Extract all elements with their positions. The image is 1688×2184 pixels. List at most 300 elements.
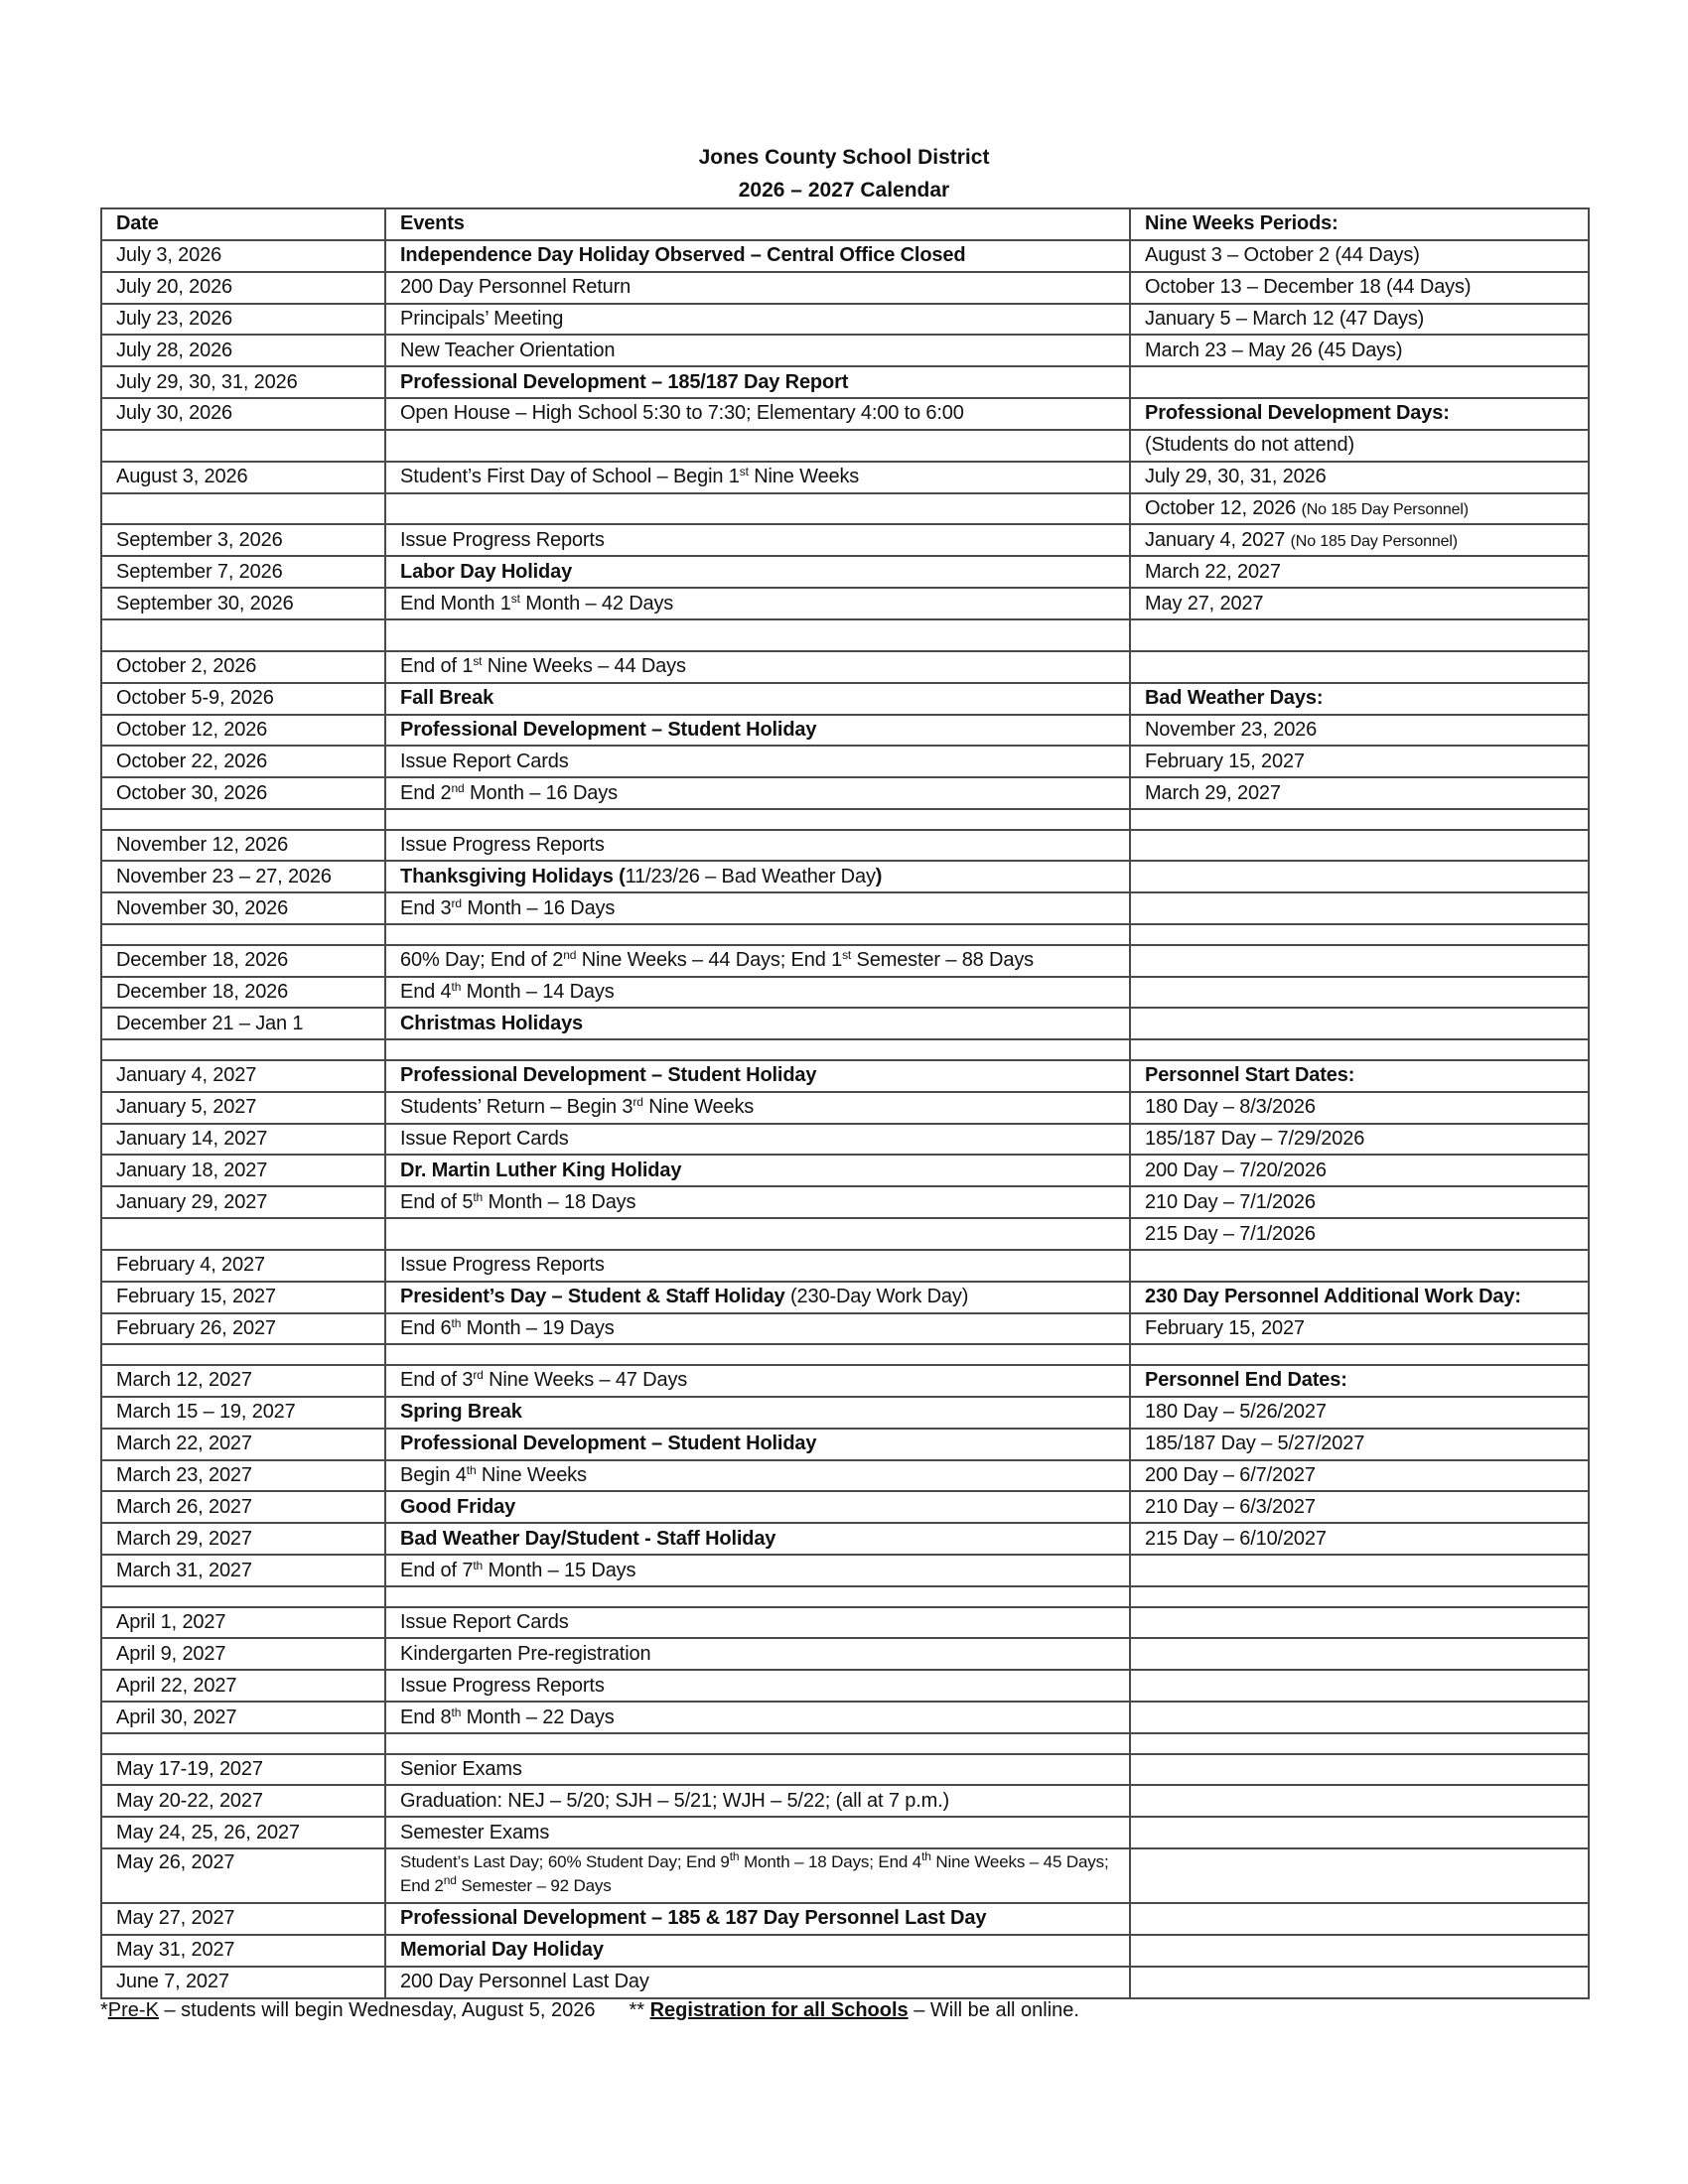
row-side-info: [1130, 1429, 1589, 1460]
table-row: [101, 683, 1589, 715]
row-event-text: Begin 4: [400, 1464, 467, 1487]
row-side-info-text: February 15, 2027: [1145, 1317, 1305, 1340]
table-row: [101, 1039, 1589, 1060]
row-side-info-text: 215 Day – 7/1/2026: [1145, 1222, 1316, 1245]
row-side-info: [1130, 462, 1589, 493]
table-row: [101, 1218, 1589, 1250]
document-title: [0, 141, 1688, 206]
row-event-text: 200 Day Personnel Last Day: [400, 1971, 649, 1993]
row-event: [385, 1124, 1130, 1156]
row-side-info-text: Professional Development Days:: [1145, 402, 1450, 425]
row-side-info: [1130, 430, 1589, 462]
row-event: [385, 1218, 1130, 1250]
row-event-text: Semester Exams: [400, 1821, 550, 1843]
row-event: [385, 1460, 1130, 1492]
table-row: [101, 1397, 1589, 1429]
row-event: [385, 683, 1130, 715]
row-side-info: [1130, 1967, 1589, 1998]
row-date: January 18, 2027: [101, 1155, 385, 1186]
row-event: [385, 861, 1130, 892]
row-event-text: th: [921, 1849, 931, 1864]
row-side-info: [1130, 1282, 1589, 1313]
row-side-info: [1130, 398, 1589, 430]
row-date: May 17-19, 2027: [101, 1754, 385, 1786]
row-event: [385, 304, 1130, 336]
table-row: [101, 1429, 1589, 1460]
row-event: [385, 588, 1130, 619]
row-event-text: Professional Development – Student Holiday: [400, 718, 817, 741]
row-event: [385, 924, 1130, 945]
row-event-text: Issue Progress Reports: [400, 834, 605, 857]
table-row: [101, 1586, 1589, 1607]
row-event-text: Christmas Holidays: [400, 1012, 584, 1034]
footnote-prek-label: Pre-K: [107, 1999, 159, 2021]
row-event-text: End 3: [400, 896, 452, 919]
row-date: July 28, 2026: [101, 335, 385, 366]
row-event-text: End of 7: [400, 1559, 474, 1581]
row-event-text: st: [473, 654, 483, 669]
row-event-text: Issue Progress Reports: [400, 1254, 605, 1277]
row-event: [385, 1155, 1130, 1186]
row-event: [385, 1638, 1130, 1670]
row-event: [385, 1429, 1130, 1460]
table-row: [101, 1250, 1589, 1282]
row-side-info: [1130, 493, 1589, 525]
row-side-info: [1130, 1313, 1589, 1345]
row-event-text: Semester – 88 Days: [851, 949, 1035, 972]
row-event-text: Month – 18 Days; End 4: [739, 1852, 922, 1872]
row-event: [385, 1555, 1130, 1586]
row-side-info: [1130, 1523, 1589, 1555]
table-row: [101, 366, 1589, 398]
row-event-text: th: [451, 1316, 462, 1331]
table-row: [101, 588, 1589, 619]
row-side-info: [1130, 1060, 1589, 1092]
row-event-text: End 8: [400, 1706, 452, 1728]
row-side-info: [1130, 1586, 1589, 1607]
row-event-text: nd: [443, 1873, 457, 1888]
row-event: [385, 1935, 1130, 1967]
row-side-info: [1130, 1218, 1589, 1250]
row-event-text: New Teacher Orientation: [400, 339, 616, 361]
row-date: September 30, 2026: [101, 588, 385, 619]
row-date: July 29, 30, 31, 2026: [101, 366, 385, 398]
row-side-info: [1130, 1638, 1589, 1670]
row-side-info-text: August 3 – October 2 (44 Days): [1145, 244, 1420, 267]
row-event-text: th: [451, 980, 462, 995]
row-side-info-text: 210 Day – 7/1/2026: [1145, 1190, 1316, 1213]
table-row: [101, 1848, 1589, 1903]
row-side-info-text: March 23 – May 26 (45 Days): [1145, 339, 1403, 361]
row-date: May 20-22, 2027: [101, 1785, 385, 1817]
row-side-info: [1130, 892, 1589, 924]
row-side-info: [1130, 861, 1589, 892]
row-event-text: st: [739, 465, 749, 479]
row-event-text: Independence Day Holiday Observed – Central Office Closed: [400, 244, 966, 267]
row-date: November 23 – 27, 2026: [101, 861, 385, 892]
row-side-info: [1130, 683, 1589, 715]
row-event-text: Semester – 92 Days: [456, 1876, 612, 1896]
row-side-info: [1130, 588, 1589, 619]
row-side-info-text: July 29, 30, 31, 2026: [1145, 466, 1327, 488]
row-event: [385, 1397, 1130, 1429]
row-event-text: 60% Day; End of 2: [400, 949, 564, 972]
table-row: [101, 977, 1589, 1009]
row-side-info: [1130, 1186, 1589, 1218]
row-date: February 15, 2027: [101, 1282, 385, 1313]
row-event-text: Issue Progress Reports: [400, 528, 605, 551]
row-event-text: Professional Development – Student Holiday: [400, 1433, 817, 1455]
row-date: July 23, 2026: [101, 304, 385, 336]
row-event-text: Month – 42 Days: [519, 592, 674, 614]
table-row: [101, 493, 1589, 525]
table-row: [101, 651, 1589, 683]
row-event-text: Nine Weeks: [642, 1096, 755, 1119]
row-event: [385, 619, 1130, 651]
calendar-table: [100, 207, 1590, 1999]
header-events: Events: [385, 208, 1130, 240]
row-side-info: [1130, 1848, 1589, 1903]
row-side-info-text: November 23, 2026: [1145, 718, 1318, 741]
table-row: [101, 830, 1589, 862]
row-side-info: [1130, 1702, 1589, 1733]
row-event: [385, 430, 1130, 462]
table-row: [101, 746, 1589, 777]
table-row: [101, 1903, 1589, 1935]
row-side-info-text: January 5 – March 12 (47 Days): [1145, 307, 1425, 330]
row-event-text: st: [842, 948, 852, 963]
row-event: [385, 366, 1130, 398]
row-date: December 18, 2026: [101, 977, 385, 1009]
row-side-info: [1130, 809, 1589, 830]
row-event-text: rd: [473, 1368, 484, 1383]
row-event-text: Dr. Martin Luther King Holiday: [400, 1159, 682, 1181]
table-row: [101, 924, 1589, 945]
row-event: [385, 1903, 1130, 1935]
table-row: [101, 304, 1589, 336]
row-event-text: End 6: [400, 1317, 452, 1340]
footnote-registration-text: – Will be all online.: [908, 1999, 1079, 2021]
row-event: [385, 1670, 1130, 1702]
row-side-info: [1130, 830, 1589, 862]
table-row: [101, 1754, 1589, 1786]
row-side-info-text: March 22, 2027: [1145, 560, 1281, 583]
row-side-info: [1130, 1460, 1589, 1492]
row-event-text: Nine Weeks – 44 Days; End 1: [576, 949, 843, 972]
row-event-text: 11/23/26 – Bad Weather Day: [625, 865, 876, 887]
row-event-text: th: [473, 1189, 484, 1204]
row-event-text: (230-Day Work Day): [784, 1286, 969, 1308]
row-event: [385, 240, 1130, 272]
row-date: July 20, 2026: [101, 272, 385, 304]
row-date: October 2, 2026: [101, 651, 385, 683]
row-event: [385, 1008, 1130, 1039]
table-row: [101, 1702, 1589, 1733]
row-event-text: Month – 16 Days: [464, 781, 618, 804]
table-row: [101, 272, 1589, 304]
row-event: [385, 1250, 1130, 1282]
row-event-text: Nine Weeks – 44 Days: [482, 655, 686, 678]
row-event: [385, 746, 1130, 777]
footnote-registration-label: Registration for all Schools: [649, 1999, 909, 2021]
table-row: [101, 892, 1589, 924]
row-side-info: [1130, 777, 1589, 809]
row-side-info-text: March 29, 2027: [1145, 781, 1281, 804]
row-event: [385, 335, 1130, 366]
row-date: [101, 1733, 385, 1754]
calendar-year-title: 2026 – 2027 Calendar: [738, 179, 950, 202]
row-event-text: Thanksgiving Holidays (: [400, 865, 626, 887]
table-row: [101, 1313, 1589, 1345]
row-event-text: Spring Break: [400, 1401, 522, 1424]
row-side-info: [1130, 272, 1589, 304]
row-event-text: nd: [563, 948, 577, 963]
row-event: [385, 493, 1130, 525]
row-date: November 30, 2026: [101, 892, 385, 924]
row-side-info-text: October 13 – December 18 (44 Days): [1145, 276, 1472, 299]
table-row: [101, 777, 1589, 809]
row-side-info: [1130, 1935, 1589, 1967]
row-date: February 4, 2027: [101, 1250, 385, 1282]
row-date: [101, 924, 385, 945]
row-event-text: nd: [451, 780, 465, 795]
row-event: [385, 1313, 1130, 1345]
table-row: [101, 619, 1589, 651]
row-event-text: Month – 18 Days: [483, 1190, 636, 1213]
table-header-row: [101, 208, 1589, 240]
table-row: [101, 240, 1589, 272]
row-event: [385, 1186, 1130, 1218]
row-event: [385, 715, 1130, 747]
row-event-text: st: [510, 591, 520, 606]
row-event-text: Month – 15 Days: [483, 1559, 636, 1581]
row-event-text: Issue Report Cards: [400, 1127, 569, 1150]
row-side-info: [1130, 1344, 1589, 1365]
row-event: [385, 1967, 1130, 1998]
table-row: [101, 861, 1589, 892]
row-event: [385, 1702, 1130, 1733]
row-side-info-text: 210 Day – 6/3/2027: [1145, 1495, 1316, 1518]
row-side-info: [1130, 1155, 1589, 1186]
row-event: [385, 977, 1130, 1009]
table-row: [101, 1555, 1589, 1586]
row-side-info-text: (No 185 Day Personnel): [1301, 501, 1469, 519]
row-date: March 26, 2027: [101, 1491, 385, 1523]
row-event: [385, 1607, 1130, 1639]
footnote-registration-marker: **: [629, 1999, 650, 2021]
row-event-text: Good Friday: [400, 1495, 516, 1518]
row-event-text: Issue Progress Reports: [400, 1674, 605, 1697]
row-event-text: End of 1: [400, 655, 474, 678]
row-side-info-text: (No 185 Day Personnel): [1290, 532, 1458, 550]
row-side-info: [1130, 1008, 1589, 1039]
row-event-text: Open House – High School 5:30 to 7:30; Elementary 4:00 to 6:00: [400, 402, 964, 425]
row-event-text: Bad Weather Day/Student - Staff Holiday: [400, 1527, 776, 1550]
row-event-text: Graduation: NEJ – 5/20; SJH – 5/21; WJH – 5/22; (all at 7 p.m.): [400, 1789, 950, 1812]
header-nine-weeks-periods: Nine Weeks Periods:: [1130, 208, 1589, 240]
row-side-info-text: February 15, 2027: [1145, 750, 1305, 772]
row-event-text: 200 Day Personnel Return: [400, 276, 632, 299]
row-event-text: Nine Weeks: [748, 466, 860, 488]
row-side-info: [1130, 366, 1589, 398]
row-date: March 31, 2027: [101, 1555, 385, 1586]
row-side-info: [1130, 304, 1589, 336]
row-date: February 26, 2027: [101, 1313, 385, 1345]
row-event: [385, 1365, 1130, 1397]
row-side-info: [1130, 335, 1589, 366]
row-date: March 15 – 19, 2027: [101, 1397, 385, 1429]
row-date: July 30, 2026: [101, 398, 385, 430]
row-side-info-text: Bad Weather Days:: [1145, 687, 1324, 710]
row-date: January 14, 2027: [101, 1124, 385, 1156]
table-row: [101, 398, 1589, 430]
row-event: [385, 777, 1130, 809]
row-event-text: th: [729, 1849, 740, 1864]
table-row: [101, 1344, 1589, 1365]
row-event-text: Month – 16 Days: [461, 896, 616, 919]
row-event-text: Professional Development – 185/187 Day Report: [400, 370, 849, 393]
row-side-info-text: May 27, 2027: [1145, 592, 1264, 614]
row-date: August 3, 2026: [101, 462, 385, 493]
table-row: [101, 1365, 1589, 1397]
footnote-prek-marker: *: [100, 1999, 108, 2021]
row-side-info-text: October 12, 2026: [1145, 497, 1302, 520]
row-date: April 30, 2027: [101, 1702, 385, 1733]
row-event-text: Nine Weeks – 47 Days: [483, 1369, 688, 1392]
row-date: [101, 619, 385, 651]
row-event: [385, 651, 1130, 683]
row-date: [101, 1586, 385, 1607]
row-event-text: Professional Development – 185 & 187 Day Personnel Last Day: [400, 1907, 987, 1930]
table-row: [101, 524, 1589, 556]
table-row: [101, 1491, 1589, 1523]
table-row: [101, 462, 1589, 493]
calendar-rows: [101, 240, 1589, 1998]
table-row: [101, 1008, 1589, 1039]
row-event-text: Students’ Return – Begin 3: [400, 1096, 633, 1119]
table-row: [101, 1124, 1589, 1156]
row-date: October 30, 2026: [101, 777, 385, 809]
row-event: [385, 1344, 1130, 1365]
row-side-info-text: 180 Day – 8/3/2026: [1145, 1096, 1316, 1119]
row-side-info-text: 185/187 Day – 7/29/2026: [1145, 1127, 1365, 1150]
row-event-text: Kindergarten Pre-registration: [400, 1642, 651, 1665]
row-side-info: [1130, 1491, 1589, 1523]
row-side-info-text: Personnel Start Dates:: [1145, 1064, 1355, 1087]
row-date: December 21 – Jan 1: [101, 1008, 385, 1039]
row-date: January 4, 2027: [101, 1060, 385, 1092]
row-event: [385, 1491, 1130, 1523]
table-row: [101, 1460, 1589, 1492]
table-row: [101, 556, 1589, 588]
row-date: November 12, 2026: [101, 830, 385, 862]
row-side-info: [1130, 1092, 1589, 1124]
row-event-text: Fall Break: [400, 687, 494, 710]
row-event-text: ): [875, 865, 883, 887]
row-side-info: [1130, 945, 1589, 977]
row-side-info: [1130, 1250, 1589, 1282]
row-side-info: [1130, 651, 1589, 683]
row-date: January 29, 2027: [101, 1186, 385, 1218]
row-date: [101, 809, 385, 830]
row-event: [385, 1282, 1130, 1313]
row-date: October 12, 2026: [101, 715, 385, 747]
table-row: [101, 430, 1589, 462]
row-event: [385, 1586, 1130, 1607]
row-date: [101, 493, 385, 525]
table-row: [101, 1060, 1589, 1092]
row-side-info: [1130, 1785, 1589, 1817]
row-side-info: [1130, 1903, 1589, 1935]
row-event: [385, 524, 1130, 556]
row-side-info: [1130, 1397, 1589, 1429]
row-event-text: President’s Day – Student & Staff Holiday: [400, 1286, 785, 1308]
row-side-info: [1130, 619, 1589, 651]
row-date: May 27, 2027: [101, 1903, 385, 1935]
row-side-info: [1130, 240, 1589, 272]
row-date: [101, 1218, 385, 1250]
row-side-info-text: 185/187 Day – 5/27/2027: [1145, 1433, 1365, 1455]
row-date: May 24, 25, 26, 2027: [101, 1817, 385, 1848]
row-side-info-text: 180 Day – 5/26/2027: [1145, 1401, 1327, 1424]
row-date: April 22, 2027: [101, 1670, 385, 1702]
row-event: [385, 809, 1130, 830]
row-event-text: Labor Day Holiday: [400, 560, 573, 583]
row-event-text: Month – 22 Days: [461, 1706, 615, 1728]
row-date: January 5, 2027: [101, 1092, 385, 1124]
table-row: [101, 1638, 1589, 1670]
row-side-info: [1130, 524, 1589, 556]
table-row: [101, 1670, 1589, 1702]
row-date: May 26, 2027: [101, 1848, 385, 1903]
table-row: [101, 1092, 1589, 1124]
row-date: April 1, 2027: [101, 1607, 385, 1639]
row-date: September 3, 2026: [101, 524, 385, 556]
row-side-info: [1130, 1039, 1589, 1060]
row-event-text: Issue Report Cards: [400, 1610, 569, 1633]
row-event-text: Issue Report Cards: [400, 750, 569, 772]
footnote-prek-text: – students will begin Wednesday, August 5, 2026: [158, 1999, 596, 2021]
row-side-info: [1130, 977, 1589, 1009]
row-side-info: [1130, 1365, 1589, 1397]
row-date: [101, 1344, 385, 1365]
row-side-info: [1130, 1607, 1589, 1639]
row-event: [385, 556, 1130, 588]
row-date: September 7, 2026: [101, 556, 385, 588]
row-event: [385, 830, 1130, 862]
row-side-info: [1130, 1670, 1589, 1702]
table-row: [101, 1935, 1589, 1967]
row-event: [385, 1733, 1130, 1754]
row-event-text: Student’s First Day of School – Begin 1: [400, 466, 740, 488]
row-event: [385, 1523, 1130, 1555]
table-row: [101, 1155, 1589, 1186]
row-side-info: [1130, 1733, 1589, 1754]
row-side-info: [1130, 746, 1589, 777]
table-row: [101, 1967, 1589, 1998]
row-date: June 7, 2027: [101, 1967, 385, 1998]
row-event-text: rd: [633, 1095, 643, 1110]
row-date: March 12, 2027: [101, 1365, 385, 1397]
row-date: April 9, 2027: [101, 1638, 385, 1670]
row-date: May 31, 2027: [101, 1935, 385, 1967]
row-side-info-text: 230 Day Personnel Additional Work Day:: [1145, 1286, 1521, 1308]
row-event-text: End of 3: [400, 1369, 474, 1392]
footnotes: [100, 1999, 1079, 2022]
row-event: [385, 462, 1130, 493]
row-date: [101, 1039, 385, 1060]
row-event-text: Month – 19 Days: [461, 1317, 615, 1340]
